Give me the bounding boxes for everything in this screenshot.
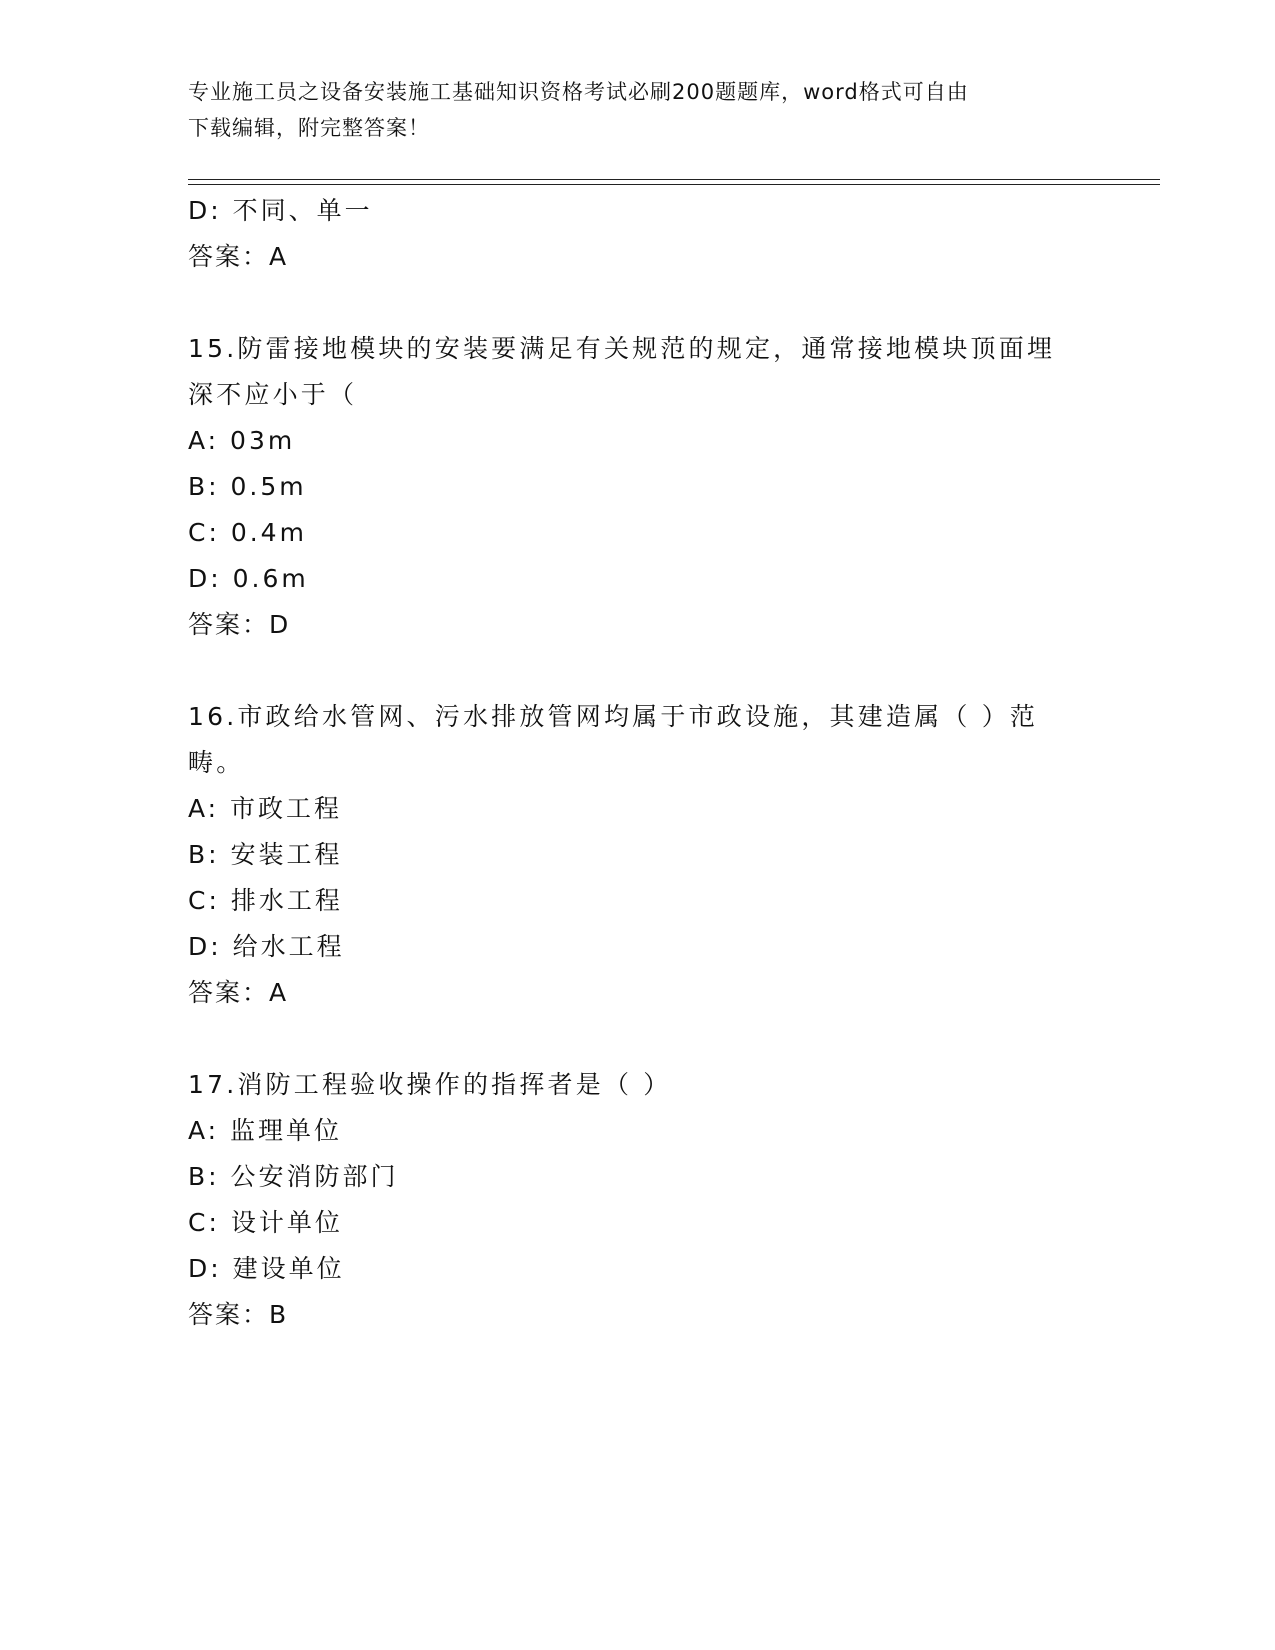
option-a: A: 监理单位 <box>188 1116 343 1145</box>
option-a: A: 03m <box>188 426 296 455</box>
answer-line: 答案：B <box>188 1300 289 1329</box>
question-text-line-2: 深不应小于（ <box>188 380 358 409</box>
previous-question-fragment <box>188 188 1088 280</box>
option-c: C: 排水工程 <box>188 886 343 915</box>
answer-line: 答案：D <box>188 610 291 639</box>
header-divider-top <box>188 179 1160 180</box>
option-b: B: 0.5m <box>188 472 307 501</box>
question-17 <box>188 1062 1088 1338</box>
header-line-2: 下载编辑，附完整答案！ <box>188 116 430 140</box>
option-d: D: 不同、单一 <box>188 196 373 225</box>
question-text-line-1: 17.消防工程验收操作的指挥者是（ ） <box>188 1070 672 1099</box>
question-text-line-1: 15.防雷接地模块的安装要满足有关规范的规定，通常接地模块顶面埋 <box>188 334 1056 363</box>
option-d: D: 建设单位 <box>188 1254 345 1283</box>
option-c: C: 0.4m <box>188 518 307 547</box>
question-text-line-2: 畴。 <box>188 748 245 777</box>
document-header <box>188 74 1078 146</box>
question-content <box>188 188 1088 1338</box>
question-spacer <box>188 280 1088 326</box>
question-spacer <box>188 1016 1088 1062</box>
option-d: D: 0.6m <box>188 564 309 593</box>
question-text-line-1: 16.市政给水管网、污水排放管网均属于市政设施，其建造属（ ）范 <box>188 702 1039 731</box>
header-divider-bottom <box>188 184 1160 185</box>
option-d: D: 给水工程 <box>188 932 345 961</box>
option-b: B: 公安消防部门 <box>188 1162 399 1191</box>
answer-line: 答案：A <box>188 242 289 271</box>
answer-line: 答案：A <box>188 978 289 1007</box>
header-line-1: 专业施工员之设备安装施工基础知识资格考试必刷200题题库，word格式可自由 <box>188 80 969 104</box>
question-spacer <box>188 648 1088 694</box>
question-15 <box>188 326 1088 648</box>
question-16 <box>188 694 1088 1016</box>
option-a: A: 市政工程 <box>188 794 343 823</box>
question-text <box>188 694 1088 786</box>
option-b: B: 安装工程 <box>188 840 343 869</box>
question-text <box>188 326 1088 418</box>
question-text <box>188 1062 1088 1108</box>
option-c: C: 设计单位 <box>188 1208 343 1237</box>
